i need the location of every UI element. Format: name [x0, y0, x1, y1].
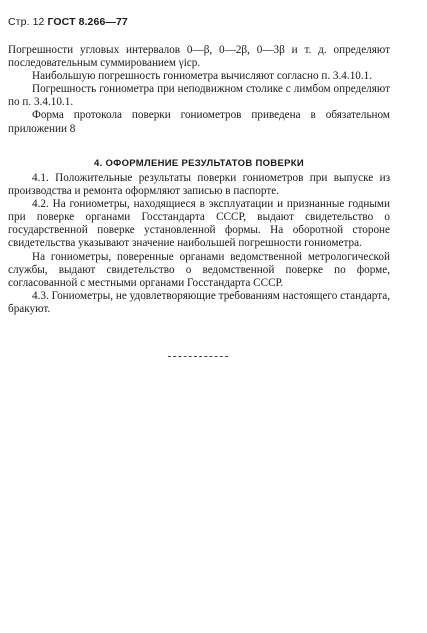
paragraph-4-2: 4.2. На гониометры, находящиеся в эксплуатации и признанные годными при поверке органами Госстандарта СССР, выдают свидетельство о государственной поверке установленной формы. На оборотной стороне свидетельства указывают значение наибольшей погрешности гониометра.: [8, 198, 390, 250]
intro-block: [8, 44, 390, 136]
paragraph-departmental: На гониометры, поверенные органами ведомственной метрологической службы, выдают свидетельство о ведомственной поверке по форме, согласованной с местными органами Госстандарта СССР.: [8, 250, 390, 289]
paragraph-4-3: 4.3. Гониометры, не удовлетворяющие требованиям настоящего стандарта, бракуют.: [8, 289, 390, 315]
paragraph-fixed-table-error: Погрешность гониометра при неподвижном столике с лимбом определяют по п. 3.4.10.1.: [8, 83, 390, 109]
paragraph-4-1: 4.1. Положительные результаты поверки гониометров при выпуске из производства и ремонта оформляют записью в паспорте.: [8, 172, 390, 198]
section-heading: 4. ОФОРМЛЕНИЕ РЕЗУЛЬТАТОВ ПОВЕРКИ: [94, 158, 304, 169]
paragraph-max-error: Наибольшую погрешность гониометра вычисляют согласно п. 3.4.10.1.: [32, 70, 373, 83]
standard-code: ГОСТ 8.266—77: [47, 16, 128, 28]
paragraph-protocol-form: Форма протокола поверки гониометров приведена в обязательном приложении 8: [8, 109, 390, 135]
page-number: Стр. 12: [8, 16, 48, 28]
paragraph-intervals: Погрешности угловых интервалов 0—β, 0—2β, 0—3β и т. д. определяют последовательным суммированием γiср.: [8, 44, 390, 70]
section-body: [8, 172, 390, 316]
end-divider: [168, 356, 228, 358]
page-header: [8, 16, 128, 28]
